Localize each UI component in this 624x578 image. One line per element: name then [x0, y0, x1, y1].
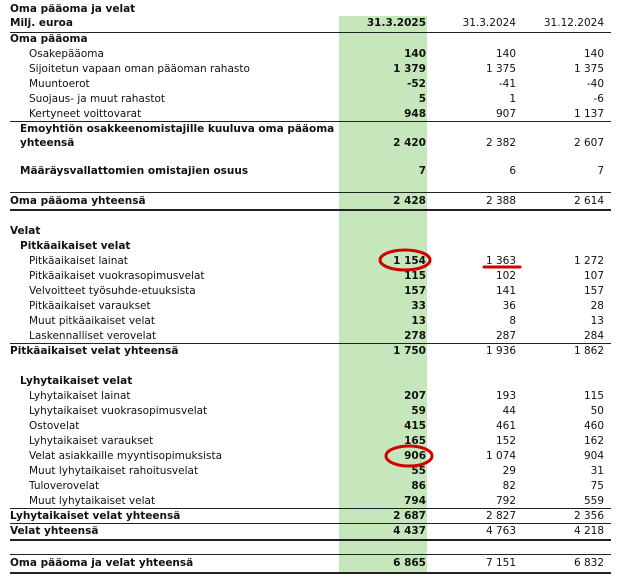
column-header-3: 31.12.2024	[543, 17, 604, 29]
table-row: Määräysvallattomien omistajien osuus 7 6 7	[20, 165, 604, 177]
table-row: Muut lyhytaikaiset rahoitusvelat 55 29 31	[29, 465, 604, 477]
table-row: Sijoitetun vapaan oman pääoman rahasto 1 379 1 375 1 375	[29, 63, 604, 75]
table-row: Velvoitteet työsuhde-etuuksista 157 141 157	[29, 285, 604, 297]
table-row: Muut lyhytaikaiset velat 794 792 559	[29, 495, 604, 507]
grand-total-row: Oma pääoma ja velat yhteensä 6 865 7 151 6 832	[10, 557, 604, 569]
total-row: Velat yhteensä 4 437 4 763 4 218	[10, 525, 604, 537]
table-row: Tuloverovelat 86 82 75	[29, 480, 604, 492]
table-row: Lyhytaikaiset vuokrasopimusvelat 59 44 50	[29, 405, 604, 417]
section-heading: Velat	[10, 225, 41, 237]
total-divider	[10, 209, 611, 211]
table-row: Ostovelat 415 461 460	[29, 420, 604, 432]
subtotal-row: Lyhytaikaiset velat yhteensä 2 687 2 827 2 356	[10, 510, 604, 522]
table-row: Suojaus- ja muut rahastot 5 1 -6	[29, 93, 604, 105]
table-row: Muut pitkäaikaiset velat 13 8 13	[29, 315, 604, 327]
header-row	[10, 16, 610, 31]
table-row: Osakepääoma 140 140 140	[29, 48, 604, 60]
subtotal-row: Pitkäaikaiset velat yhteensä 1 750 1 936 1 862	[10, 345, 604, 357]
table-row: Muuntoerot -52 -41 -40	[29, 78, 604, 90]
table-row: Pitkäaikaiset lainat 1 154 1 363 1 272	[29, 255, 604, 267]
table-row: Velat asiakkaille myyntisopimuksista 906 1 074 904	[29, 450, 604, 462]
subtotal-row-label-line-1: Emoyhtiön osakkeenomistajille kuuluva oma pääoma	[20, 123, 335, 135]
row-divider	[10, 192, 611, 193]
column-header-1: 31.3.2025	[366, 17, 426, 29]
table-row: Laskennalliset verovelat 278 287 284	[29, 330, 604, 342]
table-title: Oma pääoma ja velat	[10, 3, 136, 15]
total-divider	[10, 539, 611, 541]
subsection-heading: Lyhytaikaiset velat	[20, 375, 133, 387]
unit-label: Milj. euroa	[10, 17, 73, 29]
table-row: Pitkäaikaiset vuokrasopimusvelat 115 102 107	[29, 270, 604, 282]
subsection-heading: Pitkäaikaiset velat	[20, 240, 131, 252]
table-row: Lyhytaikaiset varaukset 165 152 162	[29, 435, 604, 447]
subtotal-row: yhteensä 2 420 2 382 2 607	[20, 137, 604, 149]
section-heading: Oma pääoma	[10, 33, 88, 45]
row-divider	[10, 554, 611, 555]
table-row: Kertyneet voittovarat 948 907 1 137	[29, 108, 604, 120]
total-row: Oma pääoma yhteensä 2 428 2 388 2 614	[10, 195, 604, 207]
table-row: Lyhytaikaiset lainat 207 193 115	[29, 390, 604, 402]
total-divider	[10, 572, 611, 574]
table-row: Pitkäaikaiset varaukset 33 36 28	[29, 300, 604, 312]
column-header-2: 31.3.2024	[462, 17, 516, 29]
